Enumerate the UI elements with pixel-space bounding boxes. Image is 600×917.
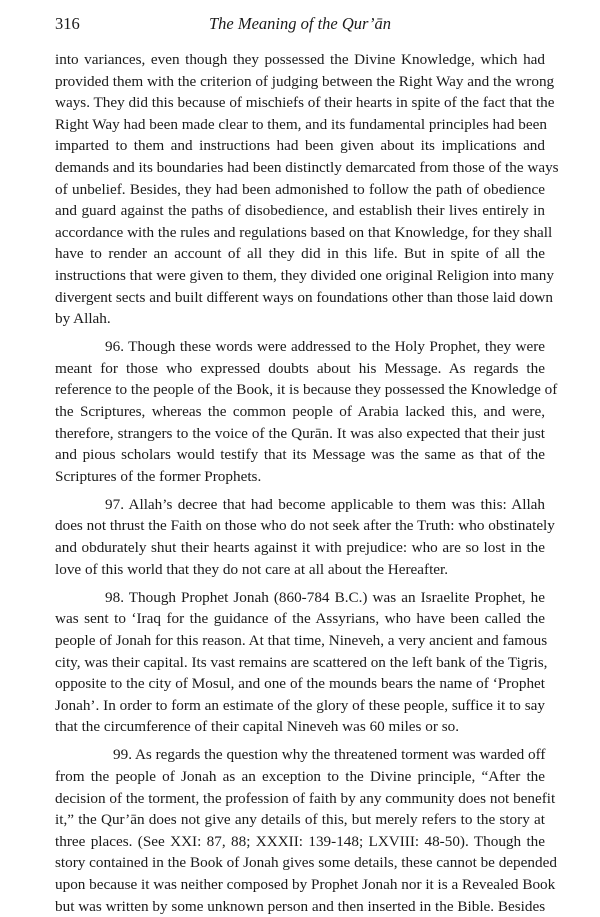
text-line: it,” the Qur’ān does not give any details of this, but merely refers to the story at	[55, 811, 545, 829]
text-line: was sent to ‘Iraq for the guidance of the Assyrians, who have been called the	[55, 610, 545, 628]
page-number: 316	[55, 14, 80, 33]
text-line: story contained in the Book of Jonah gives some details, these cannot be depended	[55, 854, 557, 872]
text-line: from the people of Jonah as an exception to the Divine principle, “After the	[55, 768, 545, 785]
book-page	[55, 14, 559, 917]
text-line: provided them with the criterion of judging between the Right Way and the wrong	[55, 72, 555, 90]
text-line: by Allah.	[55, 310, 111, 328]
text-line: of unbelief. Besides, they had been admonished to follow the path of obedience	[55, 180, 545, 198]
text-line: ways. They did this because of mischiefs of their hearts in spite of the fact that the	[55, 94, 555, 112]
note-97	[55, 494, 555, 580]
text-line: Scriptures of the former Prophets.	[55, 467, 262, 485]
text-line: decision of the torment, the profession of faith by any community does not benefit	[55, 789, 556, 807]
text-line: Jonah’. In order to form an estimate of the glory of these people, suffice it to say	[55, 696, 545, 714]
text-line: does not thrust the Faith on those who do not seek after the Truth: who obstinately	[55, 517, 555, 535]
text-line: 98. Though Prophet Jonah (860-784 B.C.) was an Israelite Prophet, he	[105, 588, 545, 606]
text-line: Right Way had been made clear to them, and its fundamental principles had been	[55, 115, 547, 133]
text-line: and guard against the paths of disobedience, and establish their lives entirely in	[55, 202, 545, 220]
text-line: three places. (See XXI: 87, 88; XXXII: 139-148; LXVIII: 48-50). Though the	[55, 832, 545, 850]
text-line: into variances, even though they possessed the Divine Knowledge, which had	[55, 51, 545, 68]
text-line: have to render an account of all they did in this life. But in spite of all the	[55, 245, 545, 263]
text-line: and pious scholars would testify that its Message was the same as that of the	[55, 446, 545, 464]
text-line: that the circumference of their capital Nineveh was 60 miles or so.	[55, 718, 460, 736]
text-line: people of Jonah for this reason. At that time, Nineveh, a very ancient and famous	[55, 631, 548, 649]
running-title: The Meaning of the Qur’ān	[208, 14, 392, 33]
note-98	[55, 587, 548, 738]
text-line: love of this world that they do not care at all about the Hereafter.	[55, 560, 449, 578]
text-line: divergent sects and built different ways on foundations other than those laid down	[55, 288, 553, 306]
text-line: upon because it was neither composed by Prophet Jonah nor it is a Revealed Book	[55, 875, 556, 893]
text-line: 99. As regards the question why the threatened torment was warded off	[113, 746, 546, 764]
text-line: city, was their capital. Its vast remains are scattered on the left bank of the Tigris,	[55, 653, 548, 671]
text-line: demands and its boundaries had been distinctly demarcated from those of the ways	[55, 158, 559, 176]
text-line: meant for those who expressed doubts about his Message. As regards the	[55, 359, 545, 377]
text-line: and obdurately shut their hearts against it with prejudice: who are so lost in the	[55, 539, 545, 557]
note-96	[55, 336, 558, 487]
text-line: opposite to the city of Mosul, and one of the mounds bears the name of ‘Prophet	[55, 675, 545, 693]
text-line: 96. Though these words were addressed to the Holy Prophet, they were	[105, 338, 545, 356]
text-line: accordance with the rules and regulations based on that Knowledge, for they shall	[55, 223, 553, 241]
text-line: 97. Allah’s decree that had become applicable to them was this: Allah	[105, 495, 545, 513]
text-line: reference to the people of the Book, it is because they possessed the Knowledge of	[55, 381, 558, 399]
text-line: instructions that were given to them, they divided one original Religion into many	[55, 266, 554, 284]
text-line: therefore, strangers to the voice of the Qurān. It was also expected that their just	[55, 424, 545, 442]
body-text	[55, 49, 559, 917]
text-line: the Scriptures, whereas the common people of Arabia lacked this, and were,	[55, 403, 545, 420]
note-99	[55, 744, 557, 917]
page-header	[55, 14, 545, 40]
text-line: imparted to them and instructions had been given about its implications and	[55, 137, 545, 155]
text-line: but was written by some unknown person and then inserted in the Bible. Besides	[55, 897, 546, 915]
paragraph-continuation	[55, 49, 559, 330]
